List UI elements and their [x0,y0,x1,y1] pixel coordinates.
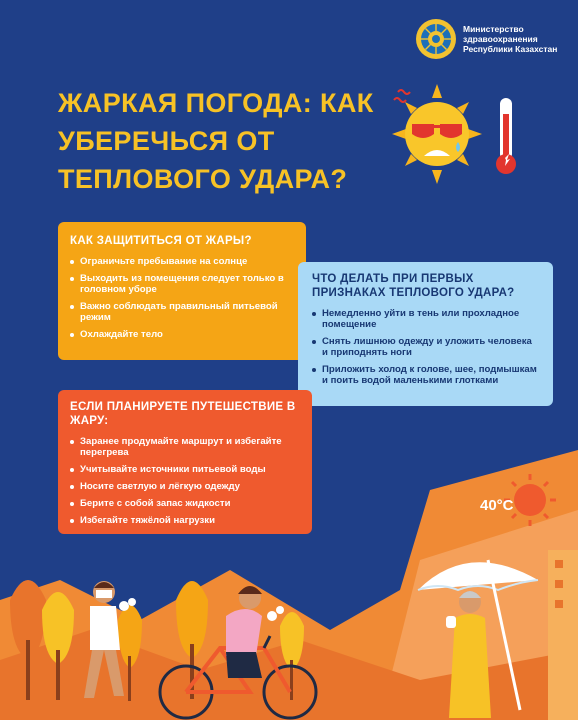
list-item: Снять лишнюю одежду и уложить человека и приподнять ноги [312,336,539,358]
ministry-name-line3: Республики Казахстан [463,44,558,54]
first-signs-list [312,308,539,386]
list-item: Немедленно уйти в тень или прохладное помещение [312,308,539,330]
ministry-logo [415,18,557,60]
list-item: Избегайте тяжёлой нагрузки [70,515,300,526]
travel-in-heat-card [58,390,312,534]
list-item: Выходить из помещения следует только в головном уборе [70,273,294,295]
list-item: Берите с собой запас жидкости [70,498,300,509]
protect-list [70,256,294,340]
travel-list [70,436,300,526]
first-signs-card [298,262,553,406]
protect-heading: КАК ЗАЩИТИТЬСЯ ОТ ЖАРЫ? [70,235,252,247]
list-item: Учитывайте источники питьевой воды [70,464,300,475]
list-item: Приложить холод к голове, шее, подмышкам и поить водой маленькими глотками [312,364,539,386]
page-title [58,84,398,198]
list-item: Охлаждайте тело [70,329,294,340]
list-item: Носите светлую и лёгкую одежду [70,481,300,492]
temperature-label: 40°C [480,497,514,514]
list-item: Ограничьте пребывание на солнце [70,256,294,267]
ministry-name [463,24,557,54]
first-signs-heading: ЧТО ДЕЛАТЬ ПРИ ПЕРВЫХ ПРИЗНАКАХ ТЕПЛОВОГО УДАРА? [312,273,515,299]
title-line3: ТЕПЛОВОГО УДАРА? [58,164,348,194]
ministry-name-line2: здравоохранения [463,34,538,44]
list-item: Заранее продумайте маршрут и избегайте перегрева [70,436,300,458]
list-item: Важно соблюдать правильный питьевой режим [70,301,294,323]
title-line1: ЖАРКАЯ ПОГОДА: КАК [58,88,374,118]
hot-sun-illustration [392,84,522,184]
thermometer-icon [496,98,516,174]
protect-from-heat-card [58,222,306,360]
sun-with-sunglasses-icon [392,84,482,184]
ministry-name-line1: Министерство [463,24,524,34]
title-line2: УБЕРЕЧЬСЯ ОТ [58,126,275,156]
travel-heading: ЕСЛИ ПЛАНИРУЕТЕ ПУТЕШЕСТВИЕ В ЖАРУ: [70,401,296,427]
kazakhstan-emblem-icon [415,18,457,60]
